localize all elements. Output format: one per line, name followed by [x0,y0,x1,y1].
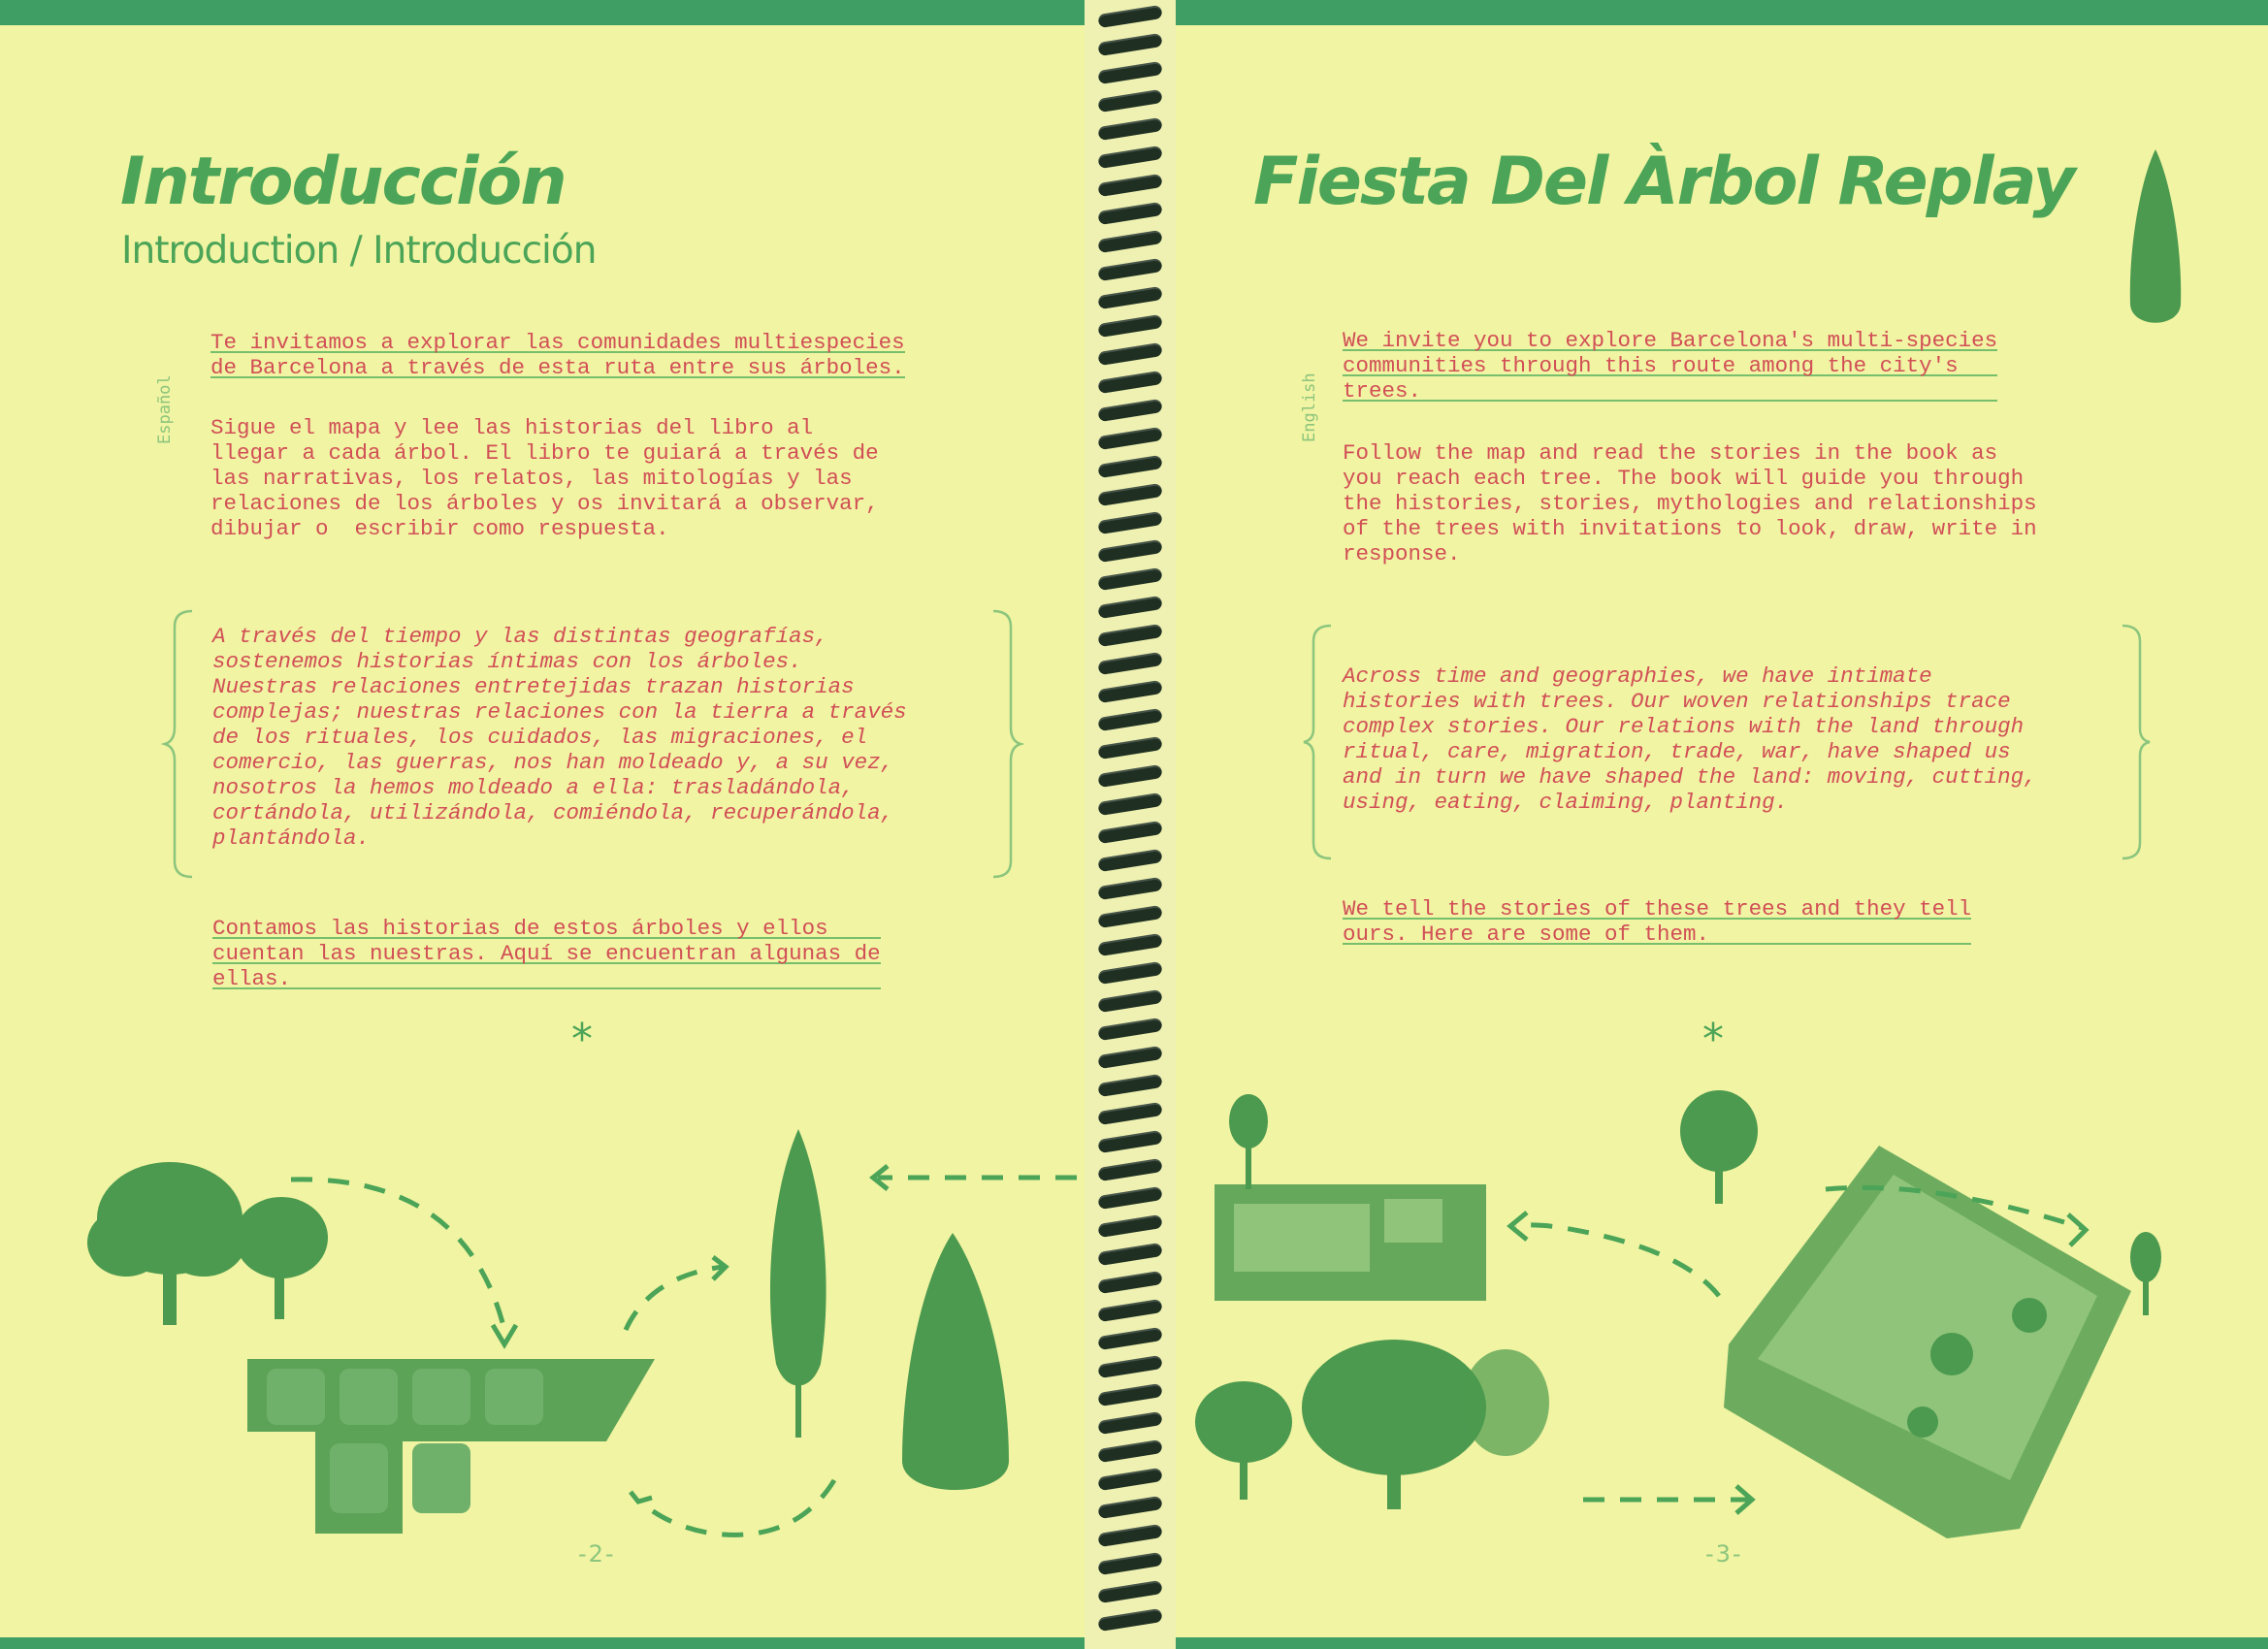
spiral-ring [1097,1468,1162,1491]
spiral-ring [1097,1243,1162,1266]
spiral-ring [1097,1046,1162,1069]
asterisk-ornament-icon: * [1702,1015,1724,1064]
spiral-ring [1097,455,1162,478]
spiral-ring [1097,1074,1162,1097]
language-label: Español [155,374,175,444]
spiral-ring [1097,427,1162,450]
left-page [0,25,1085,1637]
spiral-ring [1097,849,1162,872]
small-tree-icon [1229,1094,1268,1189]
page-title: Fiesta Del Àrbol Replay [1253,144,2074,220]
page-number: -3- [1705,1540,1743,1568]
spiral-ring [1097,89,1162,113]
instructions-paragraph: Follow the map and read the stories in the book as you reach each tree. The book will guide you through the histories, stories, mythologies and relationships of the trees with invitations to look, draw, write in response. [1343,440,2037,566]
spiral-ring [1097,511,1162,534]
spiral-ring [1097,1524,1162,1547]
spiral-ring [1097,933,1162,956]
spiral-ring [1097,1580,1162,1603]
spiral-ring [1097,1158,1162,1181]
spiral-ring [1097,961,1162,985]
intro-paragraph: We invite you to explore Barcelona's multi-species communities through this route among the city's trees. [1343,328,1998,404]
spiral-ring [1097,1608,1162,1632]
cypress-tree-icon [902,1233,1009,1490]
spiral-ring [1097,596,1162,619]
spiral-ring [1097,1411,1162,1435]
small-tree-icon [2130,1232,2161,1315]
closing-paragraph: Contamos las historias de estos árboles y ellos cuentan las nuestras. Aquí se encuentran algunas de ellas. [212,916,881,991]
spiral-ring [1097,1355,1162,1378]
spiral-ring [1097,989,1162,1013]
spiral-ring [1097,680,1162,703]
asterisk-ornament-icon: * [571,1015,593,1064]
spiral-ring [1097,342,1162,366]
page-number: -2- [578,1540,616,1568]
spiral-ring [1097,286,1162,309]
spiral-ring [1097,174,1162,197]
left-illustrations [0,25,1085,1637]
spiral-ring [1097,483,1162,506]
closing-paragraph: We tell the stories of these trees and they tell ours. Here are some of them. [1343,896,1972,947]
page-title: Introducción [120,144,566,220]
spiral-ring [1097,33,1162,56]
spiral-ring [1097,652,1162,675]
oak-tree-pair-icon [87,1162,328,1325]
spiral-ring [1097,821,1162,844]
intro-paragraph: Te invitamos a explorar las comunidades multiespecies de Barcelona a través de esta ruta entre sus árboles. [211,330,905,380]
spiral-ring [1097,230,1162,253]
round-tree-icon [1680,1090,1758,1204]
spiral-ring [1097,539,1162,563]
spiral-ring [1097,1130,1162,1153]
spiral-ring [1097,399,1162,422]
spiral-ring [1097,877,1162,900]
spiral-ring [1097,1271,1162,1294]
spiral-ring [1097,1439,1162,1463]
spiral-ring [1097,764,1162,788]
spiral-ring [1097,202,1162,225]
spiral-ring [1097,1299,1162,1322]
spiral-ring [1097,567,1162,591]
spiral-ring [1097,1102,1162,1125]
spiral-ring [1097,1496,1162,1519]
spiral-ring [1097,905,1162,928]
spiral-ring [1097,314,1162,338]
spiral-ring [1097,736,1162,760]
spiral-ring [1097,61,1162,84]
arrow-heads [493,1166,888,1502]
spiral-ring [1097,1552,1162,1575]
right-illustrations [1176,25,2268,1637]
language-label: English [1300,372,1319,442]
right-page [1176,25,2268,1637]
instructions-paragraph: Sigue el mapa y lee las historias del libro al llegar a cada árbol. El libro te guiará a través de las narrativas, los relatos, las mitologías y las relaciones de los árboles y os invitará a observar, dibujar o escribir como respuesta. [211,415,879,541]
spiral-binding [1085,0,1176,1649]
tree-group-icon [1195,1340,1549,1509]
quote-paragraph: A través del tiempo y las distintas geografías, sostenemos historias íntimas con los árboles. Nuestras relaciones entretejidas trazan historias complejas; nuestras relaciones con la tierra a través de los rituales, los cuidados, las migraciones, el comercio, las guerras, nos han moldeado y, a su vez, nosotros la hemos moldeado a ella: trasladándola, cortándola, utilizándola, comiéndola, recuperándola, plantándola. [212,624,907,851]
spiral-ring [1097,792,1162,816]
spiral-ring [1097,146,1162,169]
spiral-ring [1097,371,1162,394]
page-subtitle: Introduction / Introducción [121,229,597,273]
spiral-ring [1097,1186,1162,1210]
spiral-ring [1097,1214,1162,1238]
spiral-ring [1097,624,1162,647]
spiral-ring [1097,1018,1162,1041]
spiral-ring [1097,1327,1162,1350]
quote-paragraph: Across time and geographies, we have intimate histories with trees. Our woven relationships trace complex stories. Our relations with the land through ritual, care, migration, trade, war, have shaped us and in turn we have shaped the land: moving, cutting, using, eating, claiming, planting. [1343,663,2037,815]
spiral-ring [1097,117,1162,141]
spiral-ring [1097,1383,1162,1406]
poplar-tree-icon [770,1129,826,1438]
spiral-ring [1097,258,1162,281]
spiral-ring [1097,5,1162,28]
spiral-ring [1097,708,1162,731]
